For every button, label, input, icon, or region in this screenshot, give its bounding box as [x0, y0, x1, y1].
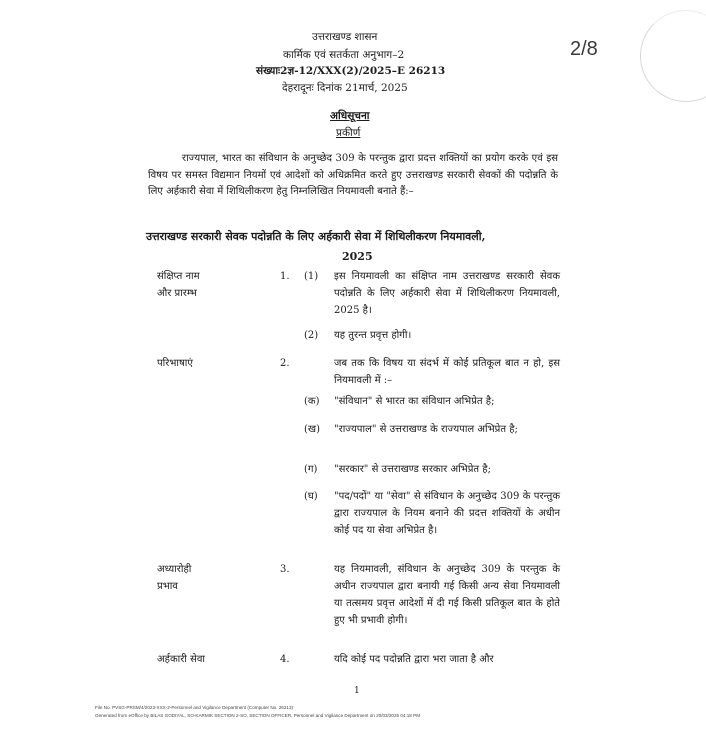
section-2-intro: जब तक कि विषय या संदर्भ में कोई प्रतिकूल बात न हो, इस नियमावली में :– — [334, 358, 560, 386]
footer-line-1: File No. PVSG-PRSM/4/2023-XXX-2-Personnel and Vigilance Department (Computer No. 26213) — [95, 705, 294, 710]
section-2-c-text: "सरकार" से उत्तराखण्ड सरकार अभिप्रेत है; — [334, 464, 491, 475]
section-2-d-marker: (घ) — [304, 491, 318, 502]
section-2-label: परिभाषाएं — [157, 358, 193, 369]
section-4-label: अर्हकारी सेवा — [157, 654, 205, 665]
section-2-b-text: "राज्यपाल" से उत्तराखण्ड के राज्यपाल अभिप्रेत है; — [334, 424, 518, 435]
page-counter: 2/8 — [570, 38, 598, 60]
place-date: देहरादूनः दिनांक 21मार्च, 2025 — [282, 82, 408, 94]
section-4-number: 4. — [280, 654, 290, 665]
circle-button-fragment[interactable] — [640, 10, 706, 102]
section-1-sub2-text: यह तुरन्त प्रवृत्त होगी। — [334, 330, 412, 341]
section-2-c-marker: (ग) — [304, 464, 318, 475]
section-1-number: 1. — [280, 271, 290, 282]
section-1-sub1-marker: (1) — [304, 271, 319, 282]
section-2-a-marker: (क) — [304, 396, 320, 407]
section-1-label-line1: संक्षिप्त नाम — [157, 271, 200, 282]
department-heading: कार्मिक एवं सतर्कता अनुभाग–2 — [283, 49, 405, 61]
section-1-sub1-text: इस नियमावली का संक्षिप्त नाम उत्तराखण्ड सरकारी सेवक पदोन्नति के लिए अर्हकारी सेवा में शिथिलीकरण नियमावली, 2025 है। — [334, 271, 560, 316]
notification-heading: अधिसूचना — [330, 110, 370, 122]
section-2-number: 2. — [280, 358, 290, 369]
page-number: 1 — [354, 686, 360, 696]
section-2-b-marker: (ख) — [304, 424, 320, 435]
category-heading: प्रकीर्ण — [336, 127, 361, 139]
section-1-label-line2: और प्रारम्भ — [157, 288, 197, 299]
section-1-sub2-marker: (2) — [304, 330, 319, 341]
section-3-number: 3. — [280, 564, 290, 575]
intro-paragraph: राज्यपाल, भारत का संविधान के अनुच्छेद 309 के परन्तुक द्वारा प्रदत्त शक्तियों का प्रयोग करके एवं इस विषय पर समस्त विद्यमान नियमों एवं आदेशों को अधिक्रमित करते हुए उत्तराखण्ड सरकारी सेवकों की पदोन्नति के लिए अर्हकारी सेवा में शिथिलीकरण हेतु निम्नलिखित नियमावली बनाते हैं:– — [148, 153, 558, 197]
footer-line-2: Generated from eOffice by BILAS GODIYAL, SO-KARMIK SECTION 2-SO, SECTION OFFICER, Personnel and Vigilance Department on 20/03/2025 04:18 PM — [95, 713, 421, 718]
rules-year: 2025 — [342, 250, 373, 263]
document-number: संख्याः2ज्ञ-12/XXX(2)/2025–E 26213 — [256, 65, 446, 77]
section-3-label-line2: प्रभाव — [157, 581, 178, 592]
section-4-text: यदि कोई पद पदोन्नति द्वारा भरा जाता है और — [334, 654, 494, 665]
govt-heading: उत्तराखण्ड शासन — [312, 31, 378, 43]
section-3-text: यह नियमावली, संविधान के अनुच्छेद 309 के परन्तुक के अधीन राज्यपाल द्वारा बनायी गई किसी अन्य सेवा नियमावली या तत्समय प्रवृत्त आदेशों में दी गई किसी प्रतिकूल बात के होते हुए भी प्रभावी होगी। — [334, 564, 560, 626]
section-3-label-line1: अध्यारोही — [157, 564, 192, 575]
section-2-d-text: "पद/पदों" या "सेवा" से संविधान के अनुच्छेद 309 के परन्तुक द्वारा राज्यपाल के नियम बनाने की प्रदत्त शक्तियों के अधीन कोई पद या सेवा अभिप्रेत है। — [334, 491, 560, 536]
section-2-a-text: "संविधान" से भारत का संविधान अभिप्रेत है; — [334, 396, 495, 407]
rules-title: उत्तराखण्ड सरकारी सेवक पदोन्नति के लिए अर्हकारी सेवा में शिथिलीकरण नियमावली, — [146, 230, 486, 243]
